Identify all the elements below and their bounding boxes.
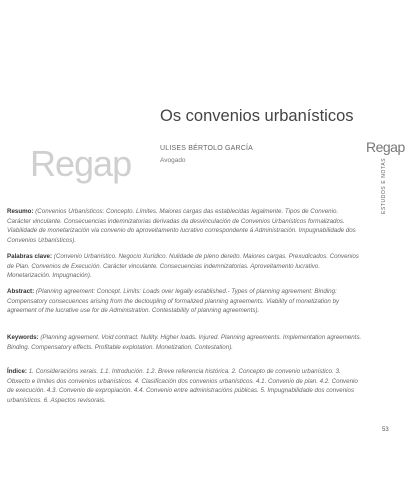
resumo-text: (Convenios Urbanísticos: Concepto. Límites. Maiores cargas das establecidas legalmente. Tipos de Convenio. Carácter vinculante. Consecuencias indemnizatorias derivadas da desvinculación de Convenios Urbanísticos formalizados. Viabilidade de monetarización via convenio do aproveitamento lucrativo correspondente á Administración. Impugnabilidade dos Convenios Urbanísticos). [7, 208, 356, 244]
palabras-clave-block [7, 252, 363, 281]
indice-block [7, 367, 363, 405]
regap-logo-large: Regap [30, 143, 132, 184]
keywords-text: (Planning agreement. Void contract. Nullity. Higher loads. Injured. Planning agreements. Implementation agreements. Binding. Compensatory effects. Profitable explotation. Monetization. Contestation). [7, 334, 362, 351]
author-role: Avogado [160, 157, 186, 164]
palabras-clave-text: (Convenio Urbanístico. Negocio Xurídico. Nulidade de pleno dereito. Maiores cargas. Prexudicados. Convenios de Plan. Convenios de Execución. Carácter vinculante. Consecuencias indemnizatorias. Aproveitamento lucrativo. Monetarización. Impugnación). [7, 253, 359, 280]
resumo-label: Resumo: [7, 208, 34, 215]
regap-logo-small: Regap [366, 139, 405, 155]
abstract-block [7, 287, 363, 316]
page-number: 53 [382, 427, 389, 433]
keywords-label: Keywords: [7, 334, 39, 341]
abstract-label: Abstract: [7, 288, 35, 295]
section-side-label: ESTUDOS E NOTAS [381, 158, 387, 215]
abstract-text: (Planning agreement: Concept. Limits: Loads over legally established.- Types of planning agreement: Binding: Compensatory consecuences arising from the decloupling of formalized planning agreements. Viability of monetization by agreement of the lucrative use for de Administration. Contestability of planning agreements). [7, 288, 340, 315]
indice-text: 1. Consideracións xerais. 1.1. Introdución. 1.2. Breve referencia histórica. 2. Concepto de convenio urbanístico. 3. Obxecto e límites dos convenios urbanísticos. 4. Clasificación dos convenios urbanísticos. 4.1. Convenio de plan. 4.2. Convenio de execución. 4.3. Convenio de expropiación. 4.4. Convenio entre administracións públicas. 5. Impugnabilidade dos convenios urbanísticos. 6. Aspectos revisorais. [7, 368, 358, 404]
palabras-clave-label: Palabras clave: [7, 253, 53, 260]
resumo-block [7, 207, 363, 245]
author-name: ULISES BÉRTOLO GARCÍA [160, 145, 254, 152]
article-title: Os convenios urbanísticos [160, 107, 354, 125]
indice-label: Índice: [7, 368, 27, 375]
keywords-block [7, 333, 363, 352]
